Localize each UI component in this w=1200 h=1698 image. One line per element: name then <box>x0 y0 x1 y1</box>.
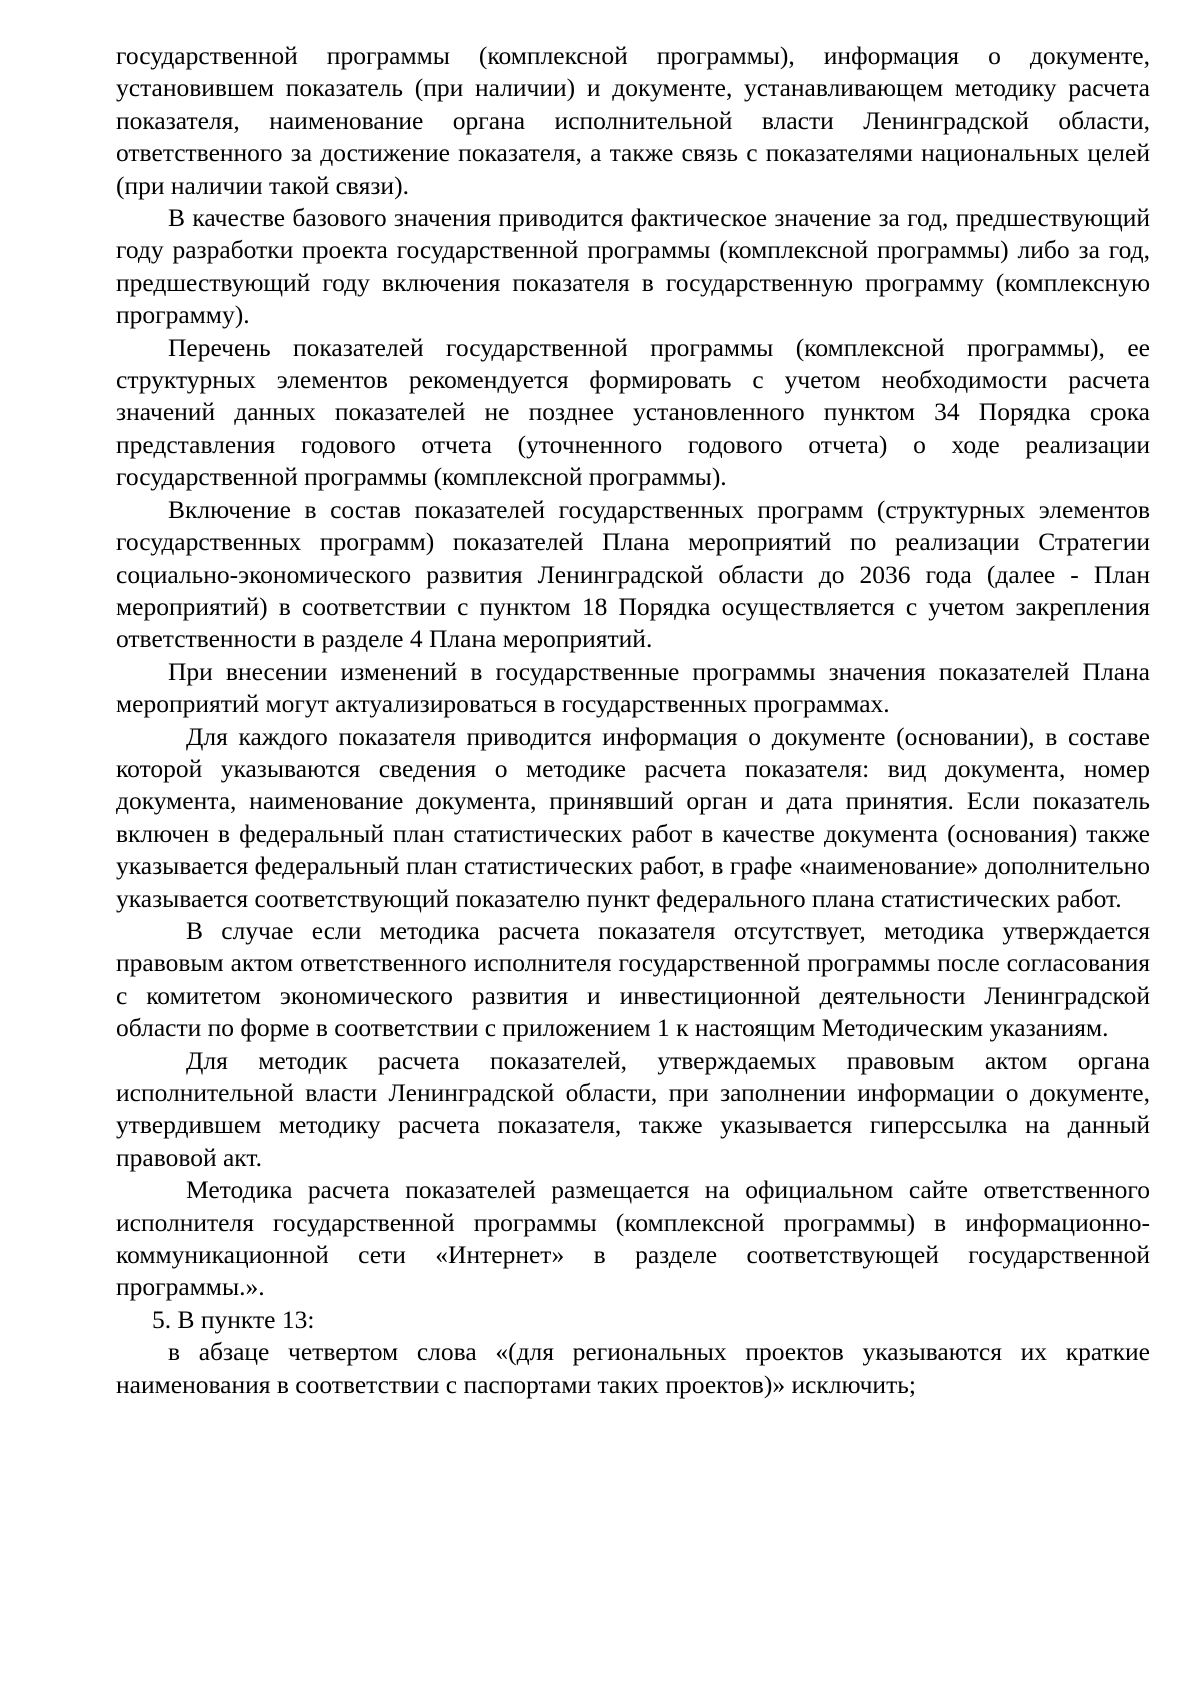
paragraph-document-info: Для каждого показателя приводится информация о документе (основании), в составе которой указываются сведения о методике расчета показателя: вид документа, номер документа, наименование документа, принявший орган и дата принятия. Если показатель включен в федеральный план статистических работ в качестве документа (основания) также указывается федеральный план статистических работ, в графе «наименование» дополнительно указывается соответствующий показателю пункт федерального плана статистических работ. <box>116 721 1150 913</box>
paragraph-plan-inclusion: Включение в состав показателей государственных программ (структурных элементов государственных программ) показателей Плана мероприятий по реализации Стратегии социально-экономического развития Ленинградской области до 2036 года (далее - План мероприятий) в соответствии с пунктом 18 Порядка осуществляется с учетом закрепления ответственности в разделе 4 Плана мероприятий. <box>116 494 1150 654</box>
paragraph-indicator-list: Перечень показателей государственной программы (комплексной программы), ее структурных элементов рекомендуется формировать с учетом необходимости расчета значений данных показателей не позднее установленного пунктом 34 Порядка срока представления годового отчета (уточненного годового отчета) о ходе реализации государственной программы (комплексной программы). <box>116 332 1150 492</box>
document-page <box>116 40 1150 1401</box>
paragraph-continuation: государственной программы (комплексной программы), информация о документе, установившем показатель (при наличии) и документе, устанавливающем методику расчета показателя, наименование органа исполнительной власти Ленинградской области, ответственного за достижение показателя, а также связь с показателями национальных целей (при наличии такой связи). <box>116 41 1150 200</box>
paragraph-plan-changes: При внесении изменений в государственные программы значения показателей Плана мероприятий могут актуализироваться в государственных программах. <box>116 656 1150 719</box>
paragraph-methodology-absent: В случае если методика расчета показателя отсутствует, методика утверждается правовым актом ответственного исполнителя государственной программы после согласования с комитетом экономического развития и инвестиционной деятельности Ленинградской области по форме в соответствии с приложением 1 к настоящим Методическим указаниям. <box>116 915 1150 1043</box>
paragraph-base-value: В качестве базового значения приводится фактическое значение за год, предшествующий году разработки проекта государственной программы (комплексной программы) либо за год, предшествующий году включения показателя в государственную программу (комплексную программу). <box>116 203 1150 330</box>
paragraph-item-13: в абзаце четвертом слова «(для региональных проектов указываются их краткие наименования в соответствии с паспортами таких проектов)» исключить; <box>116 1337 1150 1399</box>
list-item-number: 5. В пункте 13: <box>152 1304 315 1334</box>
paragraph-hyperlink: Для методик расчета показателей, утверждаемых правовым актом органа исполнительной власти Ленинградской области, при заполнении информации о документе, утвердившем методику расчета показателя, также указывается гиперссылка на данный правовой акт. <box>116 1045 1150 1172</box>
paragraph-methodology-publication: Методика расчета показателей размещается на официальном сайте ответственного исполнителя государственной программы (комплексной программы) в информационно-коммуникационной сети «Интернет» в разделе соответствующей государственной программы.». <box>116 1175 1150 1302</box>
